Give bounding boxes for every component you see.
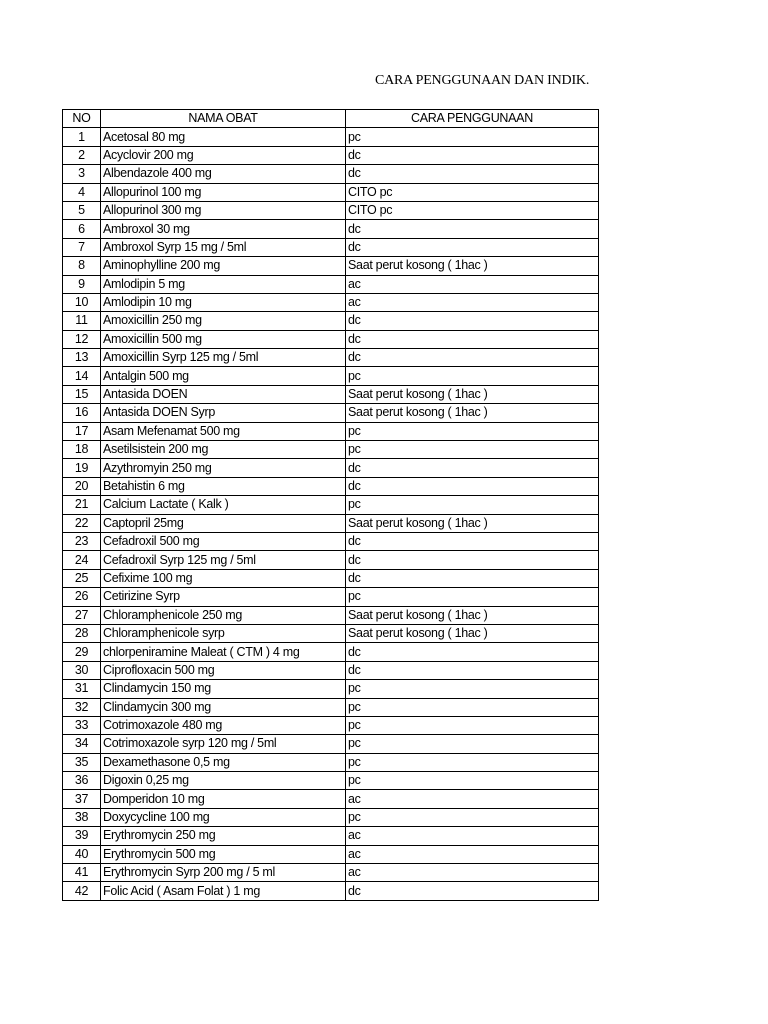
cell-nama-obat: Acyclovir 200 mg — [101, 146, 346, 164]
cell-nama-obat: Folic Acid ( Asam Folat ) 1 mg — [101, 882, 346, 900]
cell-nama-obat: Dexamethasone 0,5 mg — [101, 753, 346, 771]
cell-cara-penggunaan: dc — [346, 349, 599, 367]
cell-nama-obat: Erythromycin 500 mg — [101, 845, 346, 863]
cell-cara-penggunaan: dc — [346, 220, 599, 238]
cell-no: 31 — [63, 680, 101, 698]
table-row — [63, 422, 599, 440]
cell-nama-obat: Antalgin 500 mg — [101, 367, 346, 385]
cell-no: 13 — [63, 349, 101, 367]
table-row — [63, 716, 599, 734]
table-row — [63, 367, 599, 385]
cell-cara-penggunaan: pc — [346, 680, 599, 698]
cell-no: 3 — [63, 165, 101, 183]
cell-no: 36 — [63, 772, 101, 790]
table-row — [63, 385, 599, 403]
cell-no: 2 — [63, 146, 101, 164]
cell-no: 27 — [63, 606, 101, 624]
cell-cara-penggunaan: pc — [346, 753, 599, 771]
table-row — [63, 606, 599, 624]
cell-cara-penggunaan: ac — [346, 275, 599, 293]
cell-nama-obat: Cefixime 100 mg — [101, 569, 346, 587]
cell-cara-penggunaan: pc — [346, 588, 599, 606]
cell-no: 4 — [63, 183, 101, 201]
cell-nama-obat: Asetilsistein 200 mg — [101, 441, 346, 459]
cell-no: 20 — [63, 477, 101, 495]
cell-no: 37 — [63, 790, 101, 808]
cell-nama-obat: Amoxicillin 500 mg — [101, 330, 346, 348]
cell-nama-obat: Betahistin 6 mg — [101, 477, 346, 495]
table-row — [63, 624, 599, 642]
table-row — [63, 808, 599, 826]
cell-no: 15 — [63, 385, 101, 403]
table-row — [63, 275, 599, 293]
cell-no: 1 — [63, 128, 101, 146]
cell-cara-penggunaan: dc — [346, 661, 599, 679]
cell-nama-obat: Calcium Lactate ( Kalk ) — [101, 496, 346, 514]
table-row — [63, 845, 599, 863]
cell-nama-obat: Amlodipin 10 mg — [101, 293, 346, 311]
header-cara-penggunaan: CARA PENGGUNAAN — [346, 110, 599, 128]
cell-nama-obat: Cotrimoxazole syrp 120 mg / 5ml — [101, 735, 346, 753]
table-row — [63, 532, 599, 550]
table-row — [63, 257, 599, 275]
cell-cara-penggunaan: pc — [346, 772, 599, 790]
cell-cara-penggunaan: dc — [346, 238, 599, 256]
cell-no: 17 — [63, 422, 101, 440]
cell-cara-penggunaan: ac — [346, 293, 599, 311]
cell-nama-obat: Ambroxol 30 mg — [101, 220, 346, 238]
table-row — [63, 330, 599, 348]
cell-no: 9 — [63, 275, 101, 293]
cell-cara-penggunaan: pc — [346, 735, 599, 753]
cell-nama-obat: Allopurinol 100 mg — [101, 183, 346, 201]
cell-cara-penggunaan: pc — [346, 128, 599, 146]
cell-no: 23 — [63, 532, 101, 550]
cell-cara-penggunaan: ac — [346, 864, 599, 882]
table-row — [63, 293, 599, 311]
cell-nama-obat: Allopurinol 300 mg — [101, 201, 346, 219]
table-row — [63, 827, 599, 845]
table-row — [63, 441, 599, 459]
table-row — [63, 496, 599, 514]
table-row — [63, 882, 599, 900]
table-row — [63, 146, 599, 164]
cell-no: 14 — [63, 367, 101, 385]
header-no: NO — [63, 110, 101, 128]
cell-nama-obat: Cotrimoxazole 480 mg — [101, 716, 346, 734]
cell-no: 39 — [63, 827, 101, 845]
cell-no: 6 — [63, 220, 101, 238]
cell-no: 8 — [63, 257, 101, 275]
cell-no: 18 — [63, 441, 101, 459]
table-row — [63, 790, 599, 808]
table-row — [63, 680, 599, 698]
cell-cara-penggunaan: ac — [346, 845, 599, 863]
table-row — [63, 514, 599, 532]
cell-nama-obat: Ambroxol Syrp 15 mg / 5ml — [101, 238, 346, 256]
table-row — [63, 753, 599, 771]
table-row — [63, 735, 599, 753]
cell-cara-penggunaan: Saat perut kosong ( 1hac ) — [346, 385, 599, 403]
cell-cara-penggunaan: dc — [346, 146, 599, 164]
cell-nama-obat: Acetosal 80 mg — [101, 128, 346, 146]
table-row — [63, 183, 599, 201]
cell-cara-penggunaan: dc — [346, 330, 599, 348]
cell-cara-penggunaan: pc — [346, 808, 599, 826]
cell-nama-obat: Amoxicillin Syrp 125 mg / 5ml — [101, 349, 346, 367]
cell-nama-obat: Ciprofloxacin 500 mg — [101, 661, 346, 679]
cell-nama-obat: Clindamycin 150 mg — [101, 680, 346, 698]
cell-cara-penggunaan: pc — [346, 716, 599, 734]
table-row — [63, 643, 599, 661]
cell-no: 10 — [63, 293, 101, 311]
cell-no: 33 — [63, 716, 101, 734]
cell-cara-penggunaan: ac — [346, 827, 599, 845]
cell-cara-penggunaan: Saat perut kosong ( 1hac ) — [346, 606, 599, 624]
cell-nama-obat: Chloramphenicole 250 mg — [101, 606, 346, 624]
cell-no: 40 — [63, 845, 101, 863]
cell-no: 35 — [63, 753, 101, 771]
cell-nama-obat: Cefadroxil Syrp 125 mg / 5ml — [101, 551, 346, 569]
cell-cara-penggunaan: Saat perut kosong ( 1hac ) — [346, 514, 599, 532]
cell-nama-obat: chlorpeniramine Maleat ( CTM ) 4 mg — [101, 643, 346, 661]
cell-no: 41 — [63, 864, 101, 882]
table-row — [63, 404, 599, 422]
cell-cara-penggunaan: CITO pc — [346, 201, 599, 219]
cell-no: 29 — [63, 643, 101, 661]
table-row — [63, 349, 599, 367]
cell-cara-penggunaan: Saat perut kosong ( 1hac ) — [346, 624, 599, 642]
table-row — [63, 128, 599, 146]
cell-no: 42 — [63, 882, 101, 900]
cell-nama-obat: Chloramphenicole syrp — [101, 624, 346, 642]
table-row — [63, 661, 599, 679]
table-row — [63, 459, 599, 477]
cell-no: 25 — [63, 569, 101, 587]
cell-nama-obat: Clindamycin 300 mg — [101, 698, 346, 716]
cell-no: 21 — [63, 496, 101, 514]
cell-cara-penggunaan: ac — [346, 790, 599, 808]
cell-no: 34 — [63, 735, 101, 753]
cell-nama-obat: Cetirizine Syrp — [101, 588, 346, 606]
cell-cara-penggunaan: dc — [346, 477, 599, 495]
cell-nama-obat: Asam Mefenamat 500 mg — [101, 422, 346, 440]
cell-cara-penggunaan: dc — [346, 551, 599, 569]
cell-no: 7 — [63, 238, 101, 256]
cell-nama-obat: Erythromycin Syrp 200 mg / 5 ml — [101, 864, 346, 882]
cell-cara-penggunaan: pc — [346, 441, 599, 459]
cell-cara-penggunaan: dc — [346, 569, 599, 587]
cell-cara-penggunaan: dc — [346, 312, 599, 330]
cell-no: 30 — [63, 661, 101, 679]
table-row — [63, 588, 599, 606]
cell-nama-obat: Amoxicillin 250 mg — [101, 312, 346, 330]
table-row — [63, 238, 599, 256]
table-row — [63, 201, 599, 219]
cell-nama-obat: Cefadroxil 500 mg — [101, 532, 346, 550]
cell-nama-obat: Digoxin 0,25 mg — [101, 772, 346, 790]
cell-cara-penggunaan: pc — [346, 422, 599, 440]
cell-cara-penggunaan: Saat perut kosong ( 1hac ) — [346, 257, 599, 275]
cell-cara-penggunaan: pc — [346, 367, 599, 385]
cell-no: 22 — [63, 514, 101, 532]
cell-cara-penggunaan: pc — [346, 698, 599, 716]
cell-no: 26 — [63, 588, 101, 606]
cell-nama-obat: Antasida DOEN — [101, 385, 346, 403]
cell-cara-penggunaan: dc — [346, 165, 599, 183]
table-row — [63, 551, 599, 569]
page-title: CARA PENGGUNAAN DAN INDIK. — [375, 73, 590, 88]
cell-no: 16 — [63, 404, 101, 422]
cell-no: 19 — [63, 459, 101, 477]
table-row — [63, 312, 599, 330]
table-body — [63, 128, 599, 900]
cell-cara-penggunaan: pc — [346, 496, 599, 514]
cell-cara-penggunaan: dc — [346, 882, 599, 900]
cell-no: 5 — [63, 201, 101, 219]
cell-no: 24 — [63, 551, 101, 569]
cell-cara-penggunaan: dc — [346, 459, 599, 477]
cell-cara-penggunaan: CITO pc — [346, 183, 599, 201]
cell-no: 38 — [63, 808, 101, 826]
cell-nama-obat: Doxycycline 100 mg — [101, 808, 346, 826]
cell-cara-penggunaan: Saat perut kosong ( 1hac ) — [346, 404, 599, 422]
table-row — [63, 698, 599, 716]
cell-nama-obat: Albendazole 400 mg — [101, 165, 346, 183]
table-header-row — [63, 110, 599, 128]
drug-usage-table — [62, 109, 599, 901]
cell-nama-obat: Aminophylline 200 mg — [101, 257, 346, 275]
cell-nama-obat: Amlodipin 5 mg — [101, 275, 346, 293]
table-row — [63, 165, 599, 183]
cell-nama-obat: Domperidon 10 mg — [101, 790, 346, 808]
cell-cara-penggunaan: dc — [346, 532, 599, 550]
cell-nama-obat: Captopril 25mg — [101, 514, 346, 532]
table-row — [63, 772, 599, 790]
cell-nama-obat: Azythromyin 250 mg — [101, 459, 346, 477]
table-row — [63, 477, 599, 495]
cell-no: 12 — [63, 330, 101, 348]
cell-no: 11 — [63, 312, 101, 330]
cell-nama-obat: Erythromycin 250 mg — [101, 827, 346, 845]
cell-cara-penggunaan: dc — [346, 643, 599, 661]
cell-nama-obat: Antasida DOEN Syrp — [101, 404, 346, 422]
table-row — [63, 864, 599, 882]
cell-no: 32 — [63, 698, 101, 716]
header-nama-obat: NAMA OBAT — [101, 110, 346, 128]
table-row — [63, 569, 599, 587]
cell-no: 28 — [63, 624, 101, 642]
table-row — [63, 220, 599, 238]
